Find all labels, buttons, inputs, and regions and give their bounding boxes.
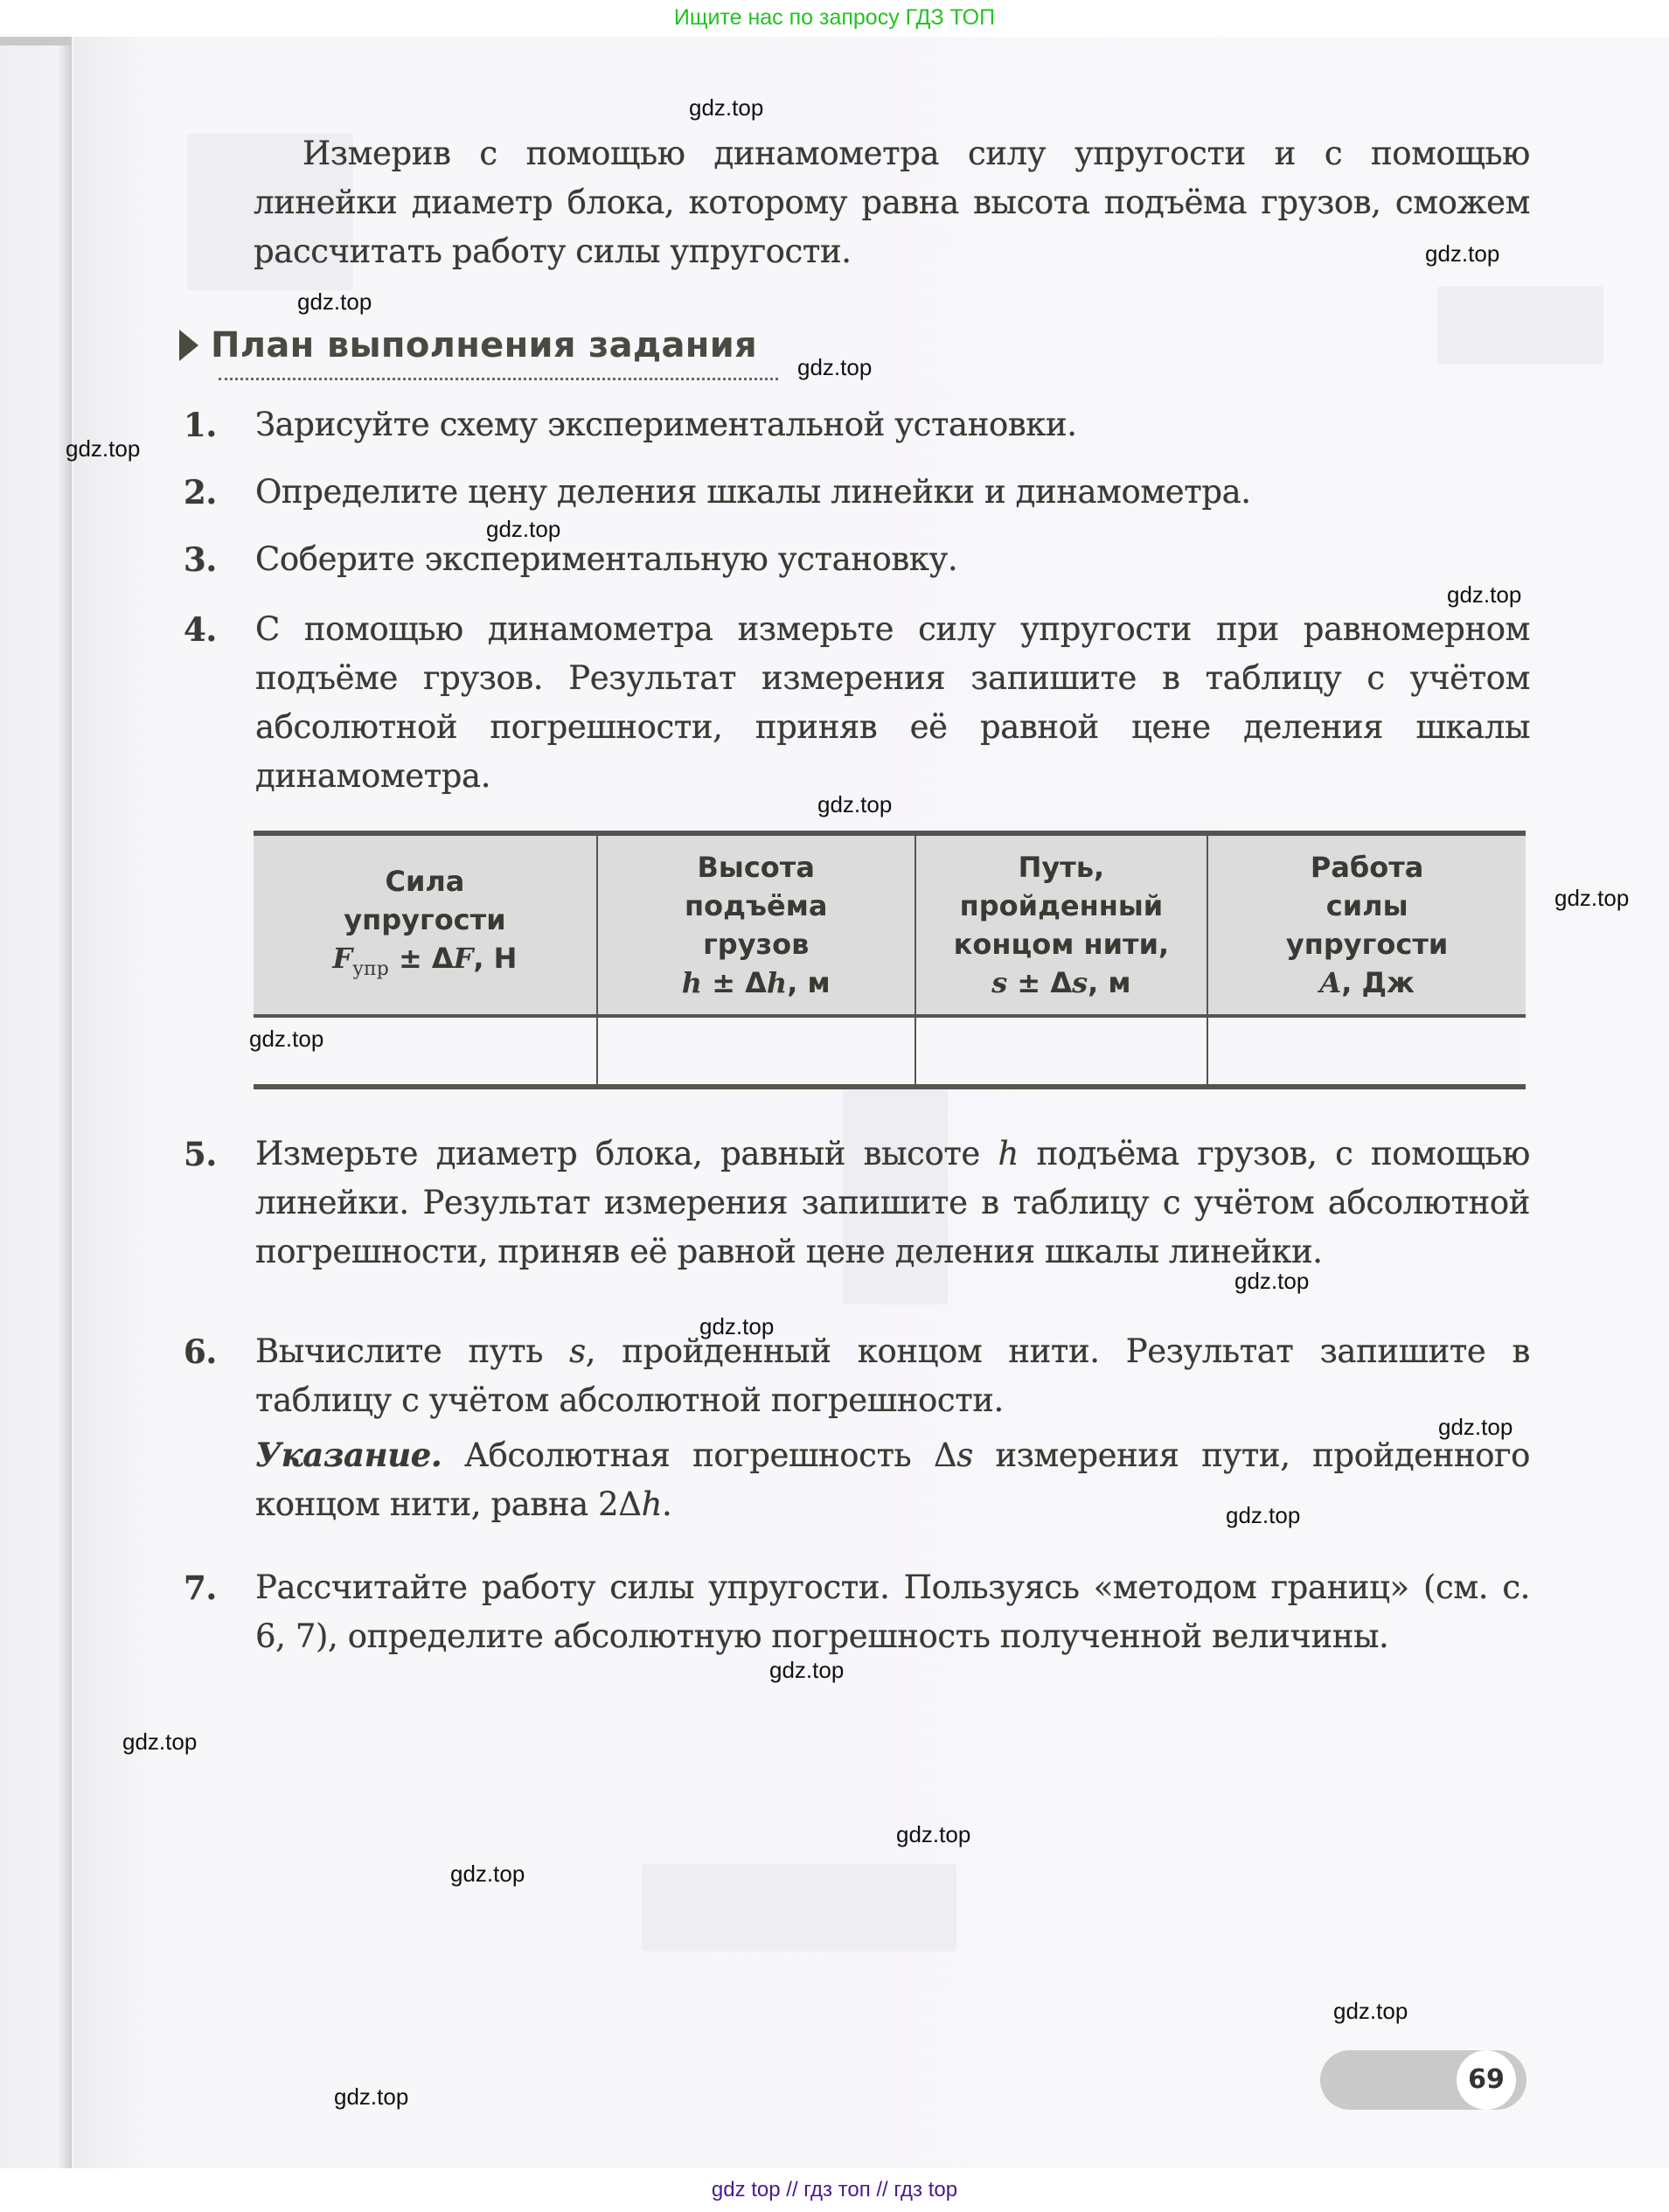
bleed-through-banner bbox=[1437, 286, 1603, 365]
step-text: Зарисуйте схему экспериментальной установки. bbox=[255, 406, 1077, 443]
table-row bbox=[254, 1016, 1526, 1087]
watermark-label: gdz.top bbox=[486, 516, 561, 542]
header-line: силы bbox=[1325, 889, 1408, 922]
formula-sub: упр bbox=[352, 957, 389, 980]
section-heading bbox=[179, 325, 757, 365]
header-height bbox=[597, 833, 915, 1016]
formula-unit: , м bbox=[787, 966, 831, 999]
watermark-label: gdz.top bbox=[334, 2083, 409, 2110]
text-run: измерения пути, пройденного концом нити, равна 2Δ bbox=[255, 1436, 1530, 1523]
watermark-label: gdz.top bbox=[896, 1821, 971, 1847]
formula-var: A bbox=[1319, 966, 1342, 999]
hint-label: Указание. bbox=[255, 1436, 442, 1474]
step-number: 3. bbox=[184, 540, 217, 579]
step-text: С помощью динамометра измерьте силу упругости при равномерном подъёме грузов. Результат измерения запишите в таблицу с учётом абсолютной погрешности, приняв её равной цене деления шкалы динамометра. bbox=[255, 610, 1530, 795]
watermark-label: gdz.top bbox=[1554, 885, 1630, 911]
step-text bbox=[255, 1130, 1530, 1276]
step-number: 5. bbox=[184, 1135, 217, 1173]
step-text: Определите цену деления шкалы линейки и динамометра. bbox=[255, 473, 1251, 511]
watermark-label: gdz.top bbox=[297, 289, 372, 315]
watermark-label: gdz.top bbox=[1234, 1268, 1310, 1294]
step-number: 4. bbox=[184, 610, 217, 649]
step-number: 6. bbox=[184, 1332, 217, 1371]
math-var: s bbox=[569, 1332, 586, 1370]
table-cell bbox=[915, 1016, 1208, 1087]
watermark-label: gdz.top bbox=[122, 1729, 198, 1755]
bleed-through-base bbox=[642, 1864, 956, 1951]
step-text bbox=[255, 1327, 1530, 1425]
step-4 bbox=[184, 605, 1530, 801]
watermark-label: gdz.top bbox=[249, 1026, 324, 1052]
header-formula bbox=[261, 939, 589, 989]
formula-op: ± Δ bbox=[1007, 966, 1073, 999]
text-run: Измерьте диаметр блока, равный высоте bbox=[255, 1135, 998, 1172]
watermark-label: gdz.top bbox=[769, 1657, 845, 1683]
intro-text: Измерив с помощью динамометра силу упругости и с помощью линейки диаметр блока, которому равна высота подъёма грузов, сможем рассчитать работу силы упругости. bbox=[254, 135, 1530, 270]
header-line: пройденный bbox=[959, 889, 1164, 922]
header-line: упругости bbox=[1285, 928, 1449, 961]
step-number: 2. bbox=[184, 473, 217, 511]
watermark-label: gdz.top bbox=[66, 435, 141, 462]
formula-op: ± Δ bbox=[702, 966, 767, 999]
formula-unit: , м bbox=[1088, 966, 1131, 999]
header-formula bbox=[1215, 963, 1519, 1002]
step-7 bbox=[184, 1563, 1530, 1661]
watermark-label: gdz.top bbox=[699, 1313, 775, 1339]
section-heading-text: План выполнения задания bbox=[211, 325, 758, 365]
watermark-label: gdz.top bbox=[1333, 1998, 1408, 2024]
formula-var: h bbox=[681, 966, 703, 999]
watermark-label: gdz.top bbox=[1226, 1502, 1301, 1528]
header-work bbox=[1207, 833, 1526, 1016]
table-header-row bbox=[254, 833, 1526, 1016]
formula-unit: , Дж bbox=[1341, 966, 1415, 999]
step-text: Рассчитайте работу силы упругости. Пользуясь «методом границ» (см. с. 6, 7), определите абсолютную погрешность полученной величины. bbox=[255, 1569, 1530, 1655]
step-6 bbox=[184, 1327, 1530, 1529]
header-formula bbox=[605, 963, 908, 1002]
footer-links[interactable]: gdz top // гдз топ // гдз top bbox=[0, 2168, 1669, 2212]
step-2 bbox=[184, 468, 1530, 517]
formula-var: F bbox=[332, 941, 353, 975]
heading-dotted-rule bbox=[219, 378, 778, 380]
formula-unit: , Н bbox=[473, 941, 518, 975]
results-table bbox=[254, 831, 1526, 1089]
table-cell bbox=[1207, 1016, 1526, 1087]
page-number-badge bbox=[1320, 2050, 1526, 2110]
intro-paragraph bbox=[254, 129, 1530, 276]
watermark-label: gdz.top bbox=[797, 354, 873, 380]
text-run: , пройденный концом нити. Результат запишите в таблицу с учётом абсолютной погрешности. bbox=[255, 1332, 1530, 1419]
watermark-label: gdz.top bbox=[689, 94, 764, 121]
header-path bbox=[915, 833, 1208, 1016]
step-3 bbox=[184, 535, 1530, 584]
step-number: 1. bbox=[184, 406, 217, 444]
watermark-label: gdz.top bbox=[450, 1861, 525, 1887]
header-line: грузов bbox=[703, 928, 810, 961]
text-run: . bbox=[662, 1485, 672, 1523]
page-number: 69 bbox=[1457, 2050, 1516, 2110]
header-line: Сила bbox=[385, 864, 465, 898]
header-line: концом нити, bbox=[953, 928, 1170, 961]
text-run: Абсолютная погрешность Δ bbox=[442, 1436, 957, 1474]
header-line: подъёма bbox=[685, 889, 828, 922]
math-var: h bbox=[641, 1485, 662, 1523]
text-run: подъёма грузов, с помощью линейки. Результат измерения запишите в таблицу с учётом абсолютной погрешности, приняв её равной цене деления шкалы линейки. bbox=[255, 1135, 1530, 1270]
step-text: Соберите экспериментальную установку. bbox=[255, 540, 958, 578]
header-line: Высота bbox=[697, 851, 815, 884]
header-force bbox=[254, 833, 597, 1016]
header-line: Работа bbox=[1310, 851, 1424, 884]
math-var: h bbox=[998, 1135, 1019, 1172]
watermark-label: gdz.top bbox=[1438, 1414, 1513, 1440]
formula-var: s bbox=[991, 966, 1008, 999]
watermark-label: gdz.top bbox=[1447, 581, 1522, 608]
formula-op: ± Δ bbox=[388, 941, 454, 975]
math-var: s bbox=[956, 1436, 973, 1474]
header-line: упругости bbox=[344, 902, 506, 936]
formula-var: s bbox=[1072, 966, 1088, 999]
search-banner[interactable]: Ищите нас по запросу ГДЗ ТОП bbox=[0, 0, 1669, 35]
header-line: Путь, bbox=[1018, 851, 1105, 884]
previous-page-edge bbox=[0, 37, 72, 2168]
step-hint bbox=[255, 1430, 1530, 1529]
triangle-bullet-icon bbox=[179, 330, 198, 361]
formula-var: h bbox=[766, 966, 788, 999]
watermark-label: gdz.top bbox=[1425, 240, 1500, 267]
step-1 bbox=[184, 400, 1530, 449]
step-5 bbox=[184, 1130, 1530, 1276]
formula-var: F bbox=[453, 941, 474, 975]
step-number: 7. bbox=[184, 1569, 217, 1607]
table-cell bbox=[597, 1016, 915, 1087]
text-run: Вычислите путь bbox=[255, 1332, 570, 1370]
watermark-label: gdz.top bbox=[817, 791, 893, 817]
header-formula bbox=[923, 963, 1200, 1002]
